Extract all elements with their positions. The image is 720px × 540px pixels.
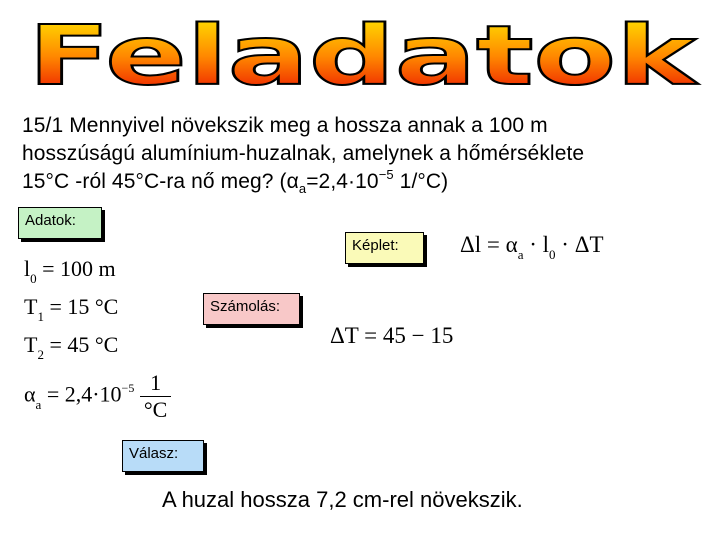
page-title: Feladatok [28,9,700,104]
answer-label-box [122,440,204,472]
task-line-2: hosszúságú alumínium-huzalnak, amelynek a hőmérséklete [22,142,585,165]
given-t1 [24,294,119,324]
formula-sub-a: a [517,247,524,262]
alpha-unit-numerator: 1 [140,370,171,397]
answer-text: A huzal hossza 7,2 cm-rel növekszik. [162,487,523,512]
task-line-3-b: =2,4·10 [306,170,379,193]
t1-sub: 1 [37,309,44,324]
alpha-unit-denominator: °C [143,397,168,422]
task-line-3-c: 1/°C) [393,170,449,193]
formula-label-box [345,232,424,264]
l0-symbol: l [24,256,31,281]
t1-value: = 15 °C [43,294,119,319]
alpha-sub: a [35,396,42,412]
alpha-unit-fraction [140,370,171,423]
data-label-box [18,207,102,239]
data-label: Adatok: [25,212,76,229]
task-line-1: 15/1 Mennyivel növekszik meg a hossza annak a 100 m [22,114,548,137]
t2-symbol: T [24,332,38,357]
formula-lhs: Δl = α [460,232,518,257]
answer-label: Válasz: [129,445,179,462]
task-alpha-sub: a [298,181,307,196]
l0-value: = 100 m [36,256,116,281]
title-banner [0,0,720,105]
formula-sub-0: 0 [549,247,556,262]
formula-label: Képlet: [352,237,399,254]
formula-rhs: · ΔT [555,232,604,257]
t2-sub: 2 [37,347,44,362]
calc-label-box [203,293,300,325]
task-line-3 [22,168,712,198]
task-text [22,112,712,198]
task-line-3-a: 15°C -ról 45°C-ra nő meg? (α [22,170,299,193]
t2-value: = 45 °C [43,332,119,357]
alpha-exponent: −5 [121,380,135,395]
task-exponent: −5 [378,167,394,182]
calc-expression: ΔT = 45 − 15 [330,323,454,348]
given-alpha [24,370,171,423]
given-t2 [24,332,119,362]
t1-symbol: T [24,294,38,319]
formula-expression [460,232,604,262]
alpha-symbol: α [24,381,36,407]
calc-label: Számolás: [210,298,281,315]
l0-sub: 0 [30,271,37,286]
alpha-value: = 2,4·10 [41,381,122,407]
formula-mid: · l [523,232,550,257]
given-l0 [24,256,116,286]
